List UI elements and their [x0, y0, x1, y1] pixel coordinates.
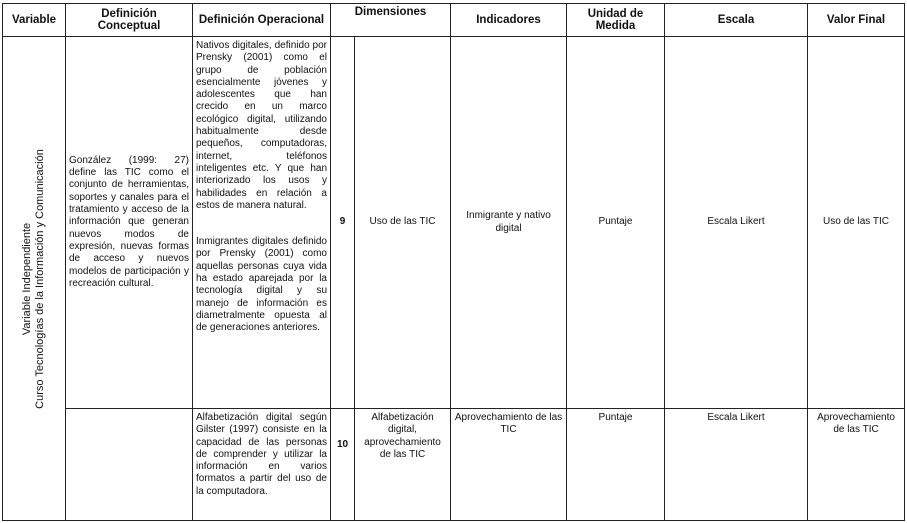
- variable-cell: [3, 37, 66, 521]
- conceptual-definition: González (1999: 27) define las TIC como el conjunto de herramientas, soportes y canales para el tratamiento y acceso de la información que generan nuevos modos de expresión, nuevas formas de acceso y nuevos modelos de participación y recreación cultural.: [66, 37, 193, 409]
- header-dimensions: Dimensiones: [331, 4, 451, 37]
- operational-definition-paragraph: Nativos digitales, definido por Prensky (2001) como el grupo de población esencialmente jóvenes y adolescentes que han crecido en un marco ecológico digital, utilizando habitualmente desde pequeños, computadoras, internet, teléfonos inteligentes etc. Y que han interiorizado los usos y habilidades en relación a estos de manera natural.: [196, 40, 327, 211]
- unit-of-measure: Puntaje: [567, 409, 665, 521]
- header-conceptual-definition: Definición Conceptual: [66, 4, 193, 37]
- scale: Escala Likert: [665, 409, 808, 521]
- final-value: Uso de las TIC: [808, 37, 905, 409]
- item-number: 10: [331, 409, 355, 521]
- table-row: [3, 409, 905, 521]
- scale: Escala Likert: [665, 37, 808, 409]
- header-scale: Escala: [665, 4, 808, 37]
- operational-definition-paragraph: Inmigrantes digitales definido por Prensky (2001) como aquellas personas cuya vida ha estado aparejada por la tecnología digital y su manejo de información es diametralmente opuesta al de generaciones anteriores.: [196, 236, 327, 334]
- final-value: Aprovechamiento de las TIC: [808, 409, 905, 521]
- header-indicators: Indicadores: [451, 4, 567, 37]
- variable-label: [21, 149, 47, 409]
- header-row: [3, 4, 905, 37]
- operational-definition: Alfabetización digital según Gilster (1997) consiste en la capacidad de las personas de comprender y utilizar la información en varios formatos a partir del uso de la computadora.: [193, 409, 331, 521]
- variable-type: Variable Independiente: [21, 222, 33, 335]
- header-operational-definition: Definición Operacional: [193, 4, 331, 37]
- dimension: Alfabetización digital, aprovechamiento de las TIC: [355, 409, 451, 521]
- variable-name: Curso Tecnologías de la Información y Comunicación: [34, 148, 46, 409]
- header-final-value: Valor Final: [808, 4, 905, 37]
- indicator: Inmigrante y nativo digital: [451, 37, 567, 409]
- conceptual-definition-empty: [66, 409, 193, 521]
- indicator: Aprovechamiento de las TIC: [451, 409, 567, 521]
- operational-definition: [193, 37, 331, 409]
- item-number: 9: [331, 37, 355, 409]
- header-variable: Variable: [3, 4, 66, 37]
- operationalization-table: [2, 3, 905, 521]
- header-unit-of-measure: Unidad de Medida: [567, 4, 665, 37]
- unit-of-measure: Puntaje: [567, 37, 665, 409]
- table-row: [3, 37, 905, 409]
- dimension: Uso de las TIC: [355, 37, 451, 409]
